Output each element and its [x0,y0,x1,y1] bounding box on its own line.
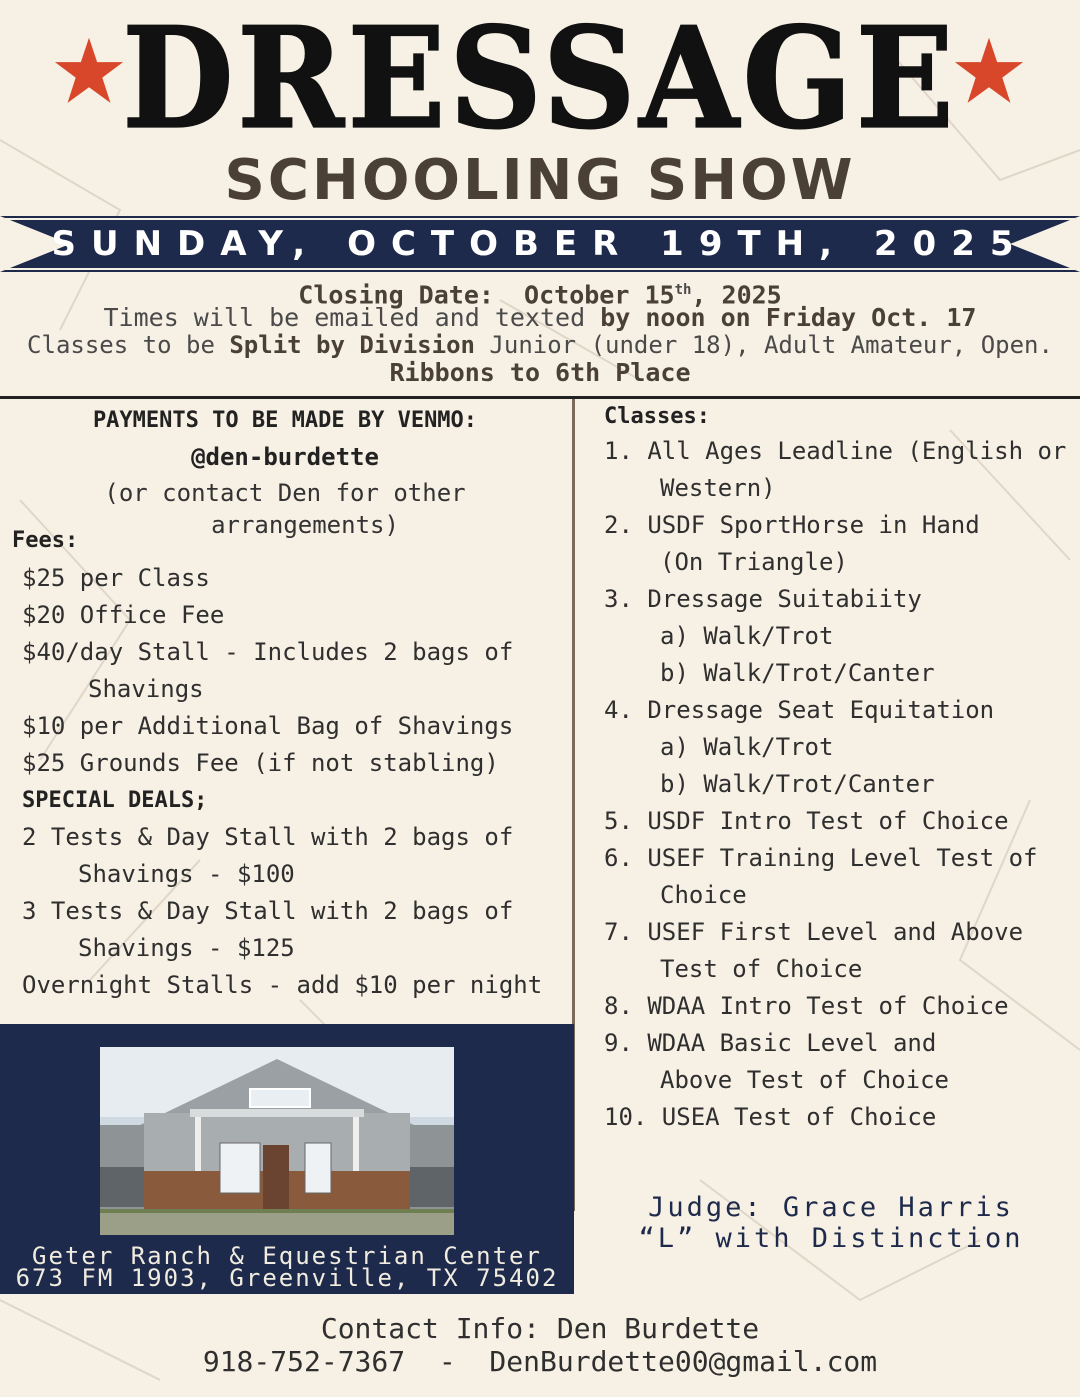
list-item: b) Walk/Trot/Canter [660,659,935,687]
fees-list [22,560,562,1004]
page-title: DRESSAGE [122,0,958,160]
classes-list [604,433,1074,1136]
payments-section [0,402,570,999]
list-item: 4. Dressage Seat Equitation [604,696,995,724]
barn-photo [100,1047,454,1235]
list-item: $40/day Stall - Includes 2 bags of [22,638,514,666]
classes-label: Classes: [604,404,710,429]
list-item: Above Test of Choice [660,1066,949,1094]
venue-name: Geter Ranch & Equestrian Center [32,1242,542,1270]
payments-heading: PAYMENTS TO BE MADE BY VENMO: [92,408,478,433]
classes-section [604,404,1074,1136]
judge-name: Judge: Grace Harris [648,1192,1014,1223]
times-note: Times will be emailed and texted by noon on Friday Oct. 17 [103,303,977,332]
list-item: Shavings - $125 [78,934,295,962]
list-item: 7. USEF First Level and Above [604,918,1024,946]
divider-horizontal [0,396,1080,399]
list-item: 3 Tests & Day Stall with 2 bags of [22,897,514,925]
list-item: Choice [660,881,747,909]
list-item: Overnight Stalls - add $10 per night [22,971,543,999]
venmo-handle: @den-burdette [191,443,379,471]
list-item: $25 per Class [22,564,210,592]
list-item: Test of Choice [660,955,863,983]
division-note: Classes to be Split by Division Junior (under 18), Adult Amateur, Open. [27,331,1053,359]
list-item: Western) [660,474,776,502]
payments-other-note: (or contact Den for other arrangements) [104,479,466,539]
list-item: 5. USDF Intro Test of Choice [604,807,1009,835]
list-item: 9. WDAA Basic Level and [604,1029,937,1057]
list-item: (On Triangle) [660,548,848,576]
list-item: 2. USDF SportHorse in Hand [604,511,980,539]
date-banner-text: SUNDAY, OCTOBER 19TH, 2025 [51,224,1029,264]
contact-details: 918-752-7367 - DenBurdette00@gmail.com [202,1345,878,1378]
list-item: Shavings [88,675,204,703]
list-item: a) Walk/Trot [660,733,834,761]
fees-label: Fees: [12,528,79,553]
special-deals-label: SPECIAL DEALS; [22,788,208,813]
list-item: 6. USEF Training Level Test of [604,844,1038,872]
page-subtitle: SCHOOLING SHOW [224,148,856,213]
list-item: 1. All Ages Leadline (English or [604,437,1067,465]
list-item: 2 Tests & Day Stall with 2 bags of [22,823,514,851]
closing-date: Closing Date: October 15th, 2025 [298,280,782,310]
list-item: $25 Grounds Fee (if not stabling) [22,749,499,777]
list-item: b) Walk/Trot/Canter [660,770,935,798]
ribbons-note: Ribbons to 6th Place [389,358,691,387]
list-item: 3. Dressage Suitabiity [604,585,922,613]
list-item: $20 Office Fee [22,601,225,629]
list-item: $10 per Additional Bag of Shavings [22,712,514,740]
list-item: a) Walk/Trot [660,622,834,650]
contact-name: Contact Info: Den Burdette [320,1312,760,1345]
list-item: 8. WDAA Intro Test of Choice [604,992,1009,1020]
venue-address: 673 FM 1903, Greenville, TX 75402 [15,1264,559,1292]
list-item: 10. USEA Test of Choice [604,1103,937,1131]
judge-credential: “L” with Distinction [638,1223,1024,1254]
list-item: Shavings - $100 [78,860,295,888]
